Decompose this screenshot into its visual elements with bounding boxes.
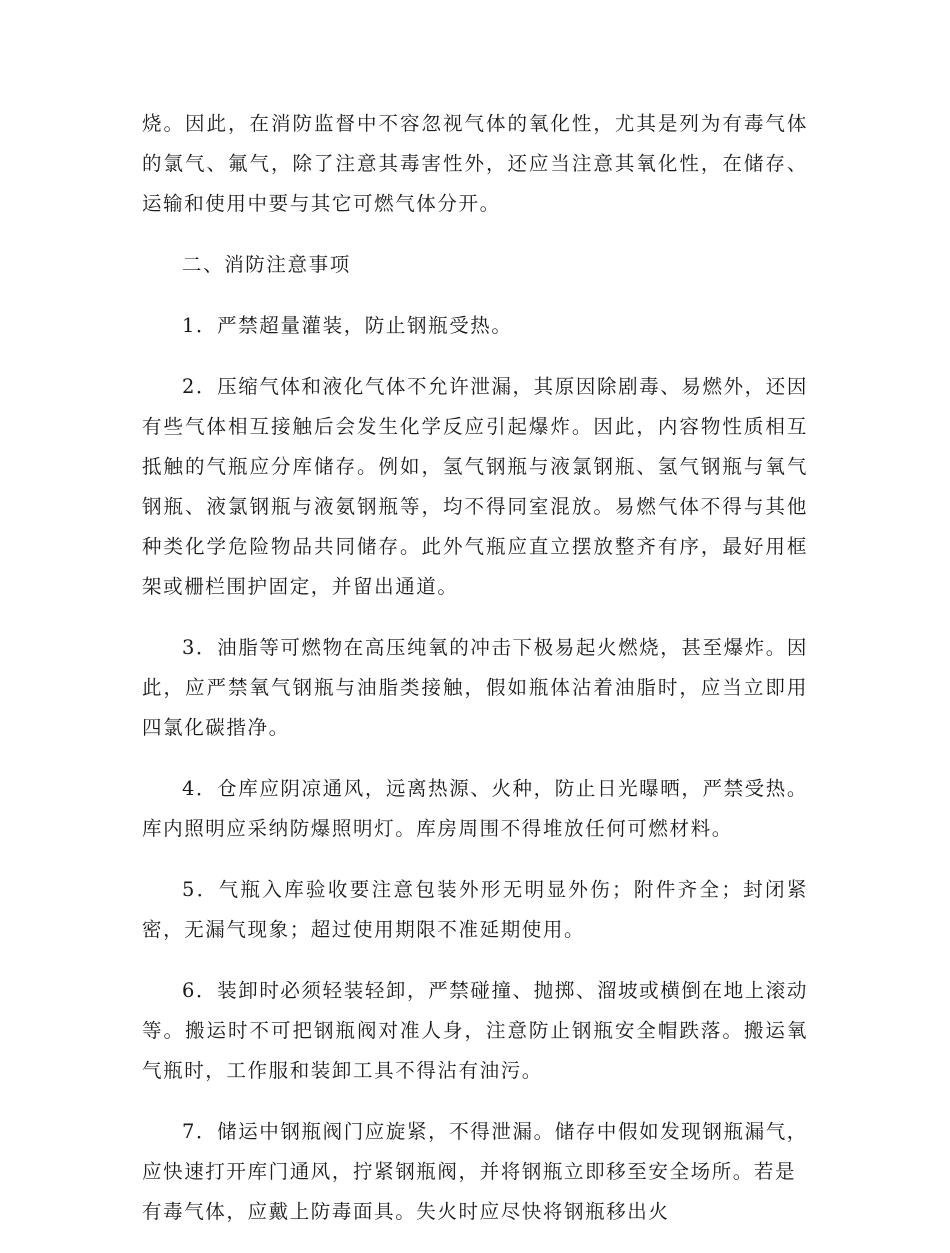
paragraph-item-7: 7．储运中钢瓶阀门应旋紧，不得泄漏。储存中假如发现钢瓶漏气，应快速打开库门通风，拧紧钢瓶阀，并将钢瓶立即移至安全场所。若是有毒气体，应戴上防毒面具。失火时应尽快将钢瓶移出火 <box>142 1120 808 1223</box>
section-heading: 二、消防注意事项 <box>182 253 351 276</box>
paragraph-item-4: 4．仓库应阴凉通风，远离热源、火种，防止日光曝晒，严禁受热。库内照明应采纳防爆照明灯。库房周围不得堆放任何可燃材料。 <box>142 777 808 840</box>
paragraph-continuation: 烧。因此，在消防监督中不容忽视气体的氧化性，尤其是列为有毒气体的氯气、氟气，除了注意其毒害性外，还应当注意其氧化性，在储存、运输和使用中要与其它可燃气体分开。 <box>142 112 808 215</box>
paragraph-item-6: 6．装卸时必须轻装轻卸，严禁碰撞、抛掷、溜坡或横倒在地上滚动等。搬运时不可把钢瓶阀对准人身，注意防止钢瓶安全帽跌落。搬运氧气瓶时，工作服和装卸工具不得沾有油污。 <box>142 979 808 1082</box>
document-body <box>142 104 808 1253</box>
paragraph-item-1: 1．严禁超量灌装，防止钢瓶受热。 <box>182 314 513 337</box>
paragraph-item-2: 2．压缩气体和液化气体不允许泄漏，其原因除剧毒、易燃外，还因有些气体相互接触后会发生化学反应引起爆炸。因此，内容物性质相互抵触的气瓶应分库储存。例如，氢气钢瓶与液氯钢瓶、氢气钢瓶与氧气钢瓶、液氯钢瓶与液氨钢瓶等，均不得同室混放。易燃气体不得与其他种类化学危险物品共同储存。此外气瓶应直立摆放整齐有序，最好用框架或栅栏围护固定，并留出通道。 <box>142 375 808 598</box>
paragraph-item-3: 3．油脂等可燃物在高压纯氧的冲击下极易起火燃烧，甚至爆炸。因此，应严禁氧气钢瓶与油脂类接触，假如瓶体沾着油脂时，应当立即用四氯化碳揩净。 <box>142 636 808 739</box>
paragraph-item-5: 5．气瓶入库验收要注意包装外形无明显外伤；附件齐全；封闭紧密，无漏气现象；超过使用期限不准延期使用。 <box>142 878 808 941</box>
